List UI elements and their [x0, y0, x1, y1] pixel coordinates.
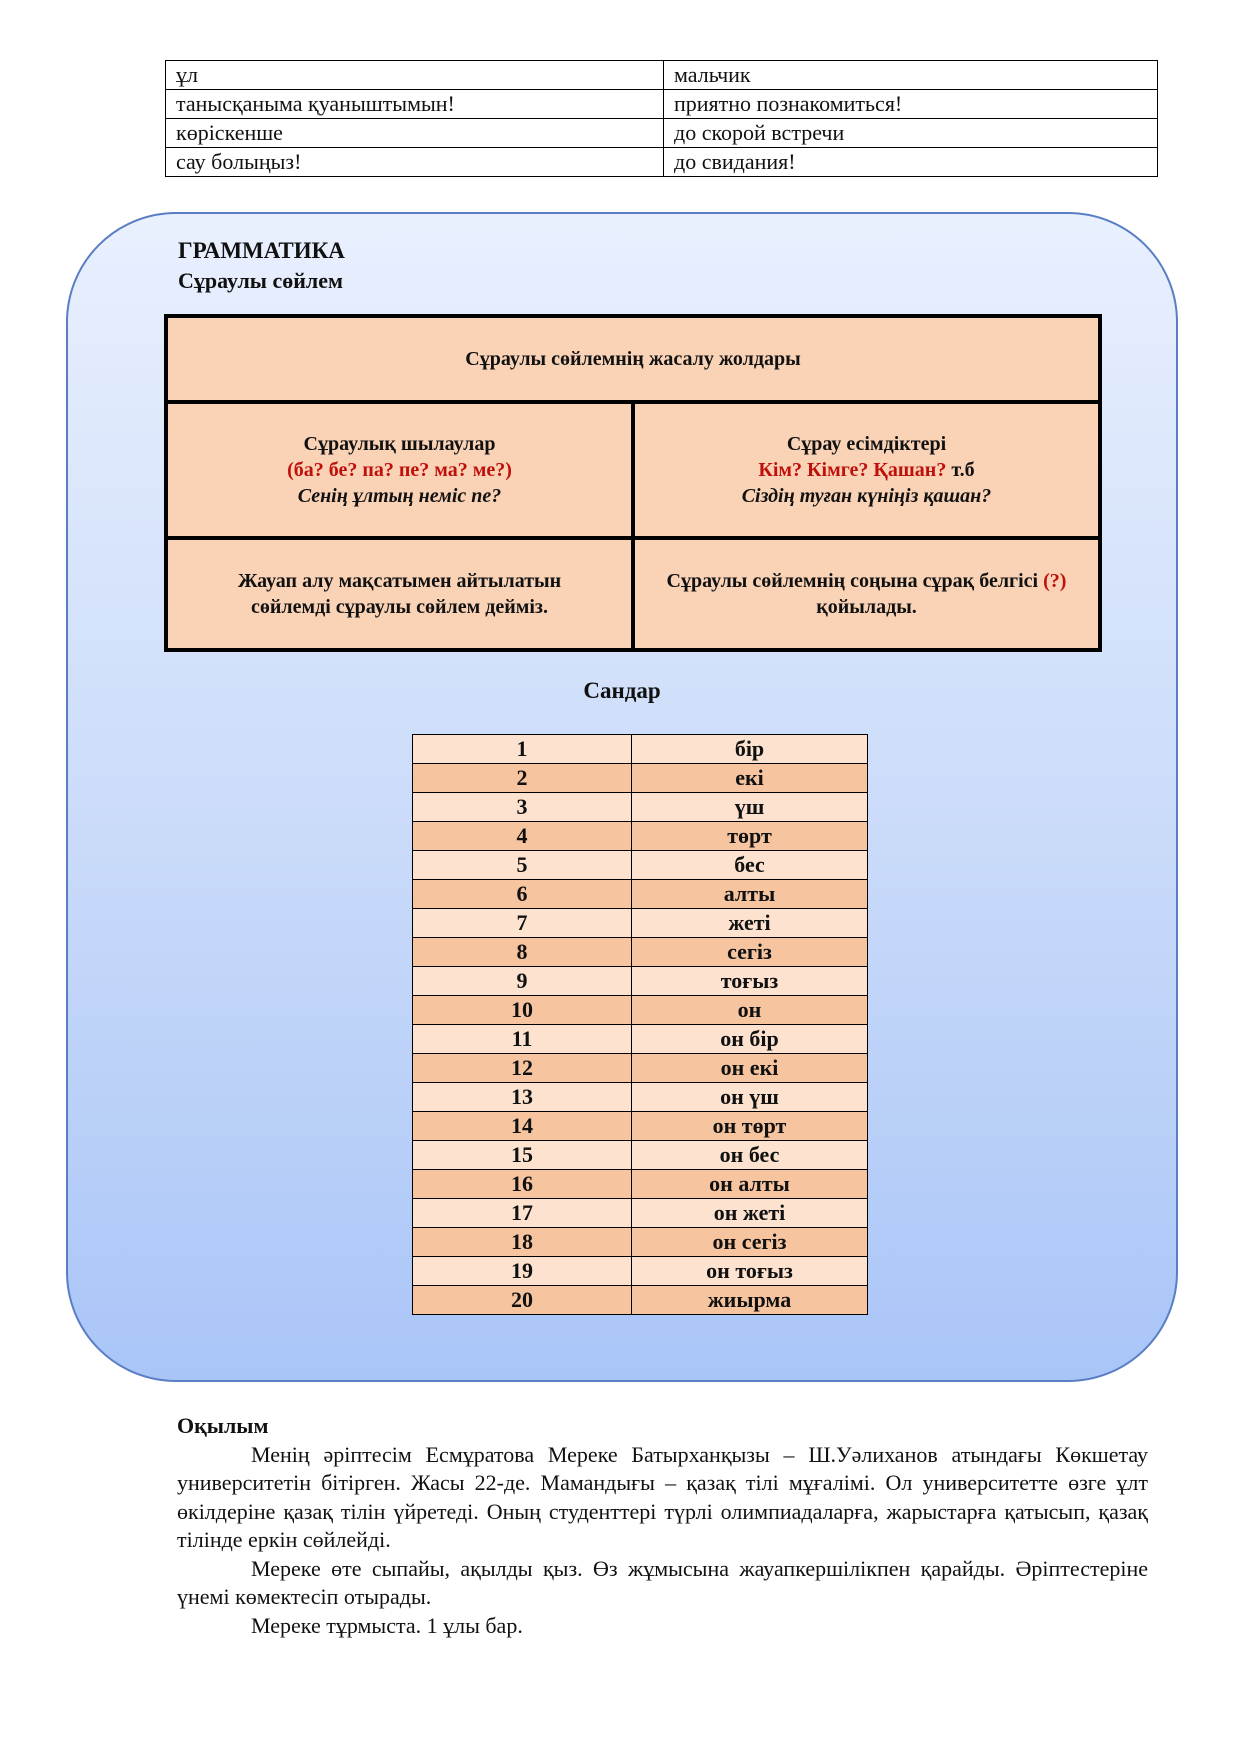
number-digit: 8: [413, 938, 632, 967]
number-word: он жеті: [632, 1199, 868, 1228]
number-digit: 9: [413, 967, 632, 996]
number-row: [413, 1054, 868, 1083]
vocabulary-row: [166, 119, 1158, 148]
numbers-title: Сандар: [583, 678, 661, 703]
number-word: жиырма: [632, 1286, 868, 1315]
grammar-subtitle: Сұраулы сөйлем: [178, 268, 344, 293]
number-row: [413, 909, 868, 938]
russian-translation: до свидания!: [664, 148, 1158, 177]
number-word: он алты: [632, 1170, 868, 1199]
number-row: [413, 967, 868, 996]
particles-label: Сұраулық шылаулар: [303, 433, 496, 455]
grammar-title: ГРАММАТИКА: [178, 238, 345, 263]
reading-paragraph: Менің әріптесім Есмұратова Мереке Батырханқызы – Ш.Уәлиханов атындағы Көкшетау университетін бітірген. Жасы 22-де. Мамандығы – қазақ тілі мұғалімі. Ол университетте өзге ұлт өкілдеріне қазақ тілін үйретеді. Оның студенттері түрлі олимпиадаларға, жарыстарға қатысып, қазақ тілінде еркін сөйлейді.: [177, 1441, 1148, 1552]
russian-translation: до скорой встречи: [664, 119, 1158, 148]
rule-pronouns-cell: [633, 402, 1100, 538]
russian-translation: приятно познакомиться!: [664, 90, 1158, 119]
number-row: [413, 880, 868, 909]
number-row: [413, 1141, 868, 1170]
grammar-panel: [66, 212, 1178, 1382]
number-digit: 17: [413, 1199, 632, 1228]
number-row: [413, 822, 868, 851]
vocabulary-row: [166, 148, 1158, 177]
number-row: [413, 1286, 868, 1315]
number-row: [413, 793, 868, 822]
pronouns-label: Сұрау есімдіктері: [786, 433, 947, 455]
number-word: он сегіз: [632, 1228, 868, 1257]
numbers-table: [412, 734, 868, 1315]
number-row: [413, 938, 868, 967]
number-digit: 5: [413, 851, 632, 880]
particles-examples: (ба? бе? па? пе? ма? ме?): [287, 459, 512, 481]
number-digit: 14: [413, 1112, 632, 1141]
punctuation-mark: (?): [1043, 570, 1067, 592]
number-row: [413, 1112, 868, 1141]
number-digit: 2: [413, 764, 632, 793]
punctuation-after: қойылады.: [816, 596, 917, 618]
number-row: [413, 1257, 868, 1286]
number-word: жеті: [632, 909, 868, 938]
number-digit: 19: [413, 1257, 632, 1286]
number-word: он екі: [632, 1054, 868, 1083]
punctuation-before: Сұраулы сөйлемнің соңына сұрақ белгісі: [666, 570, 1044, 592]
rule-definition: Жауап алу мақсатымен айтылатын сөйлемді сұраулы сөйлем дейміз.: [166, 538, 633, 650]
number-word: он тоғыз: [632, 1257, 868, 1286]
number-digit: 10: [413, 996, 632, 1025]
reading-paragraph: Мереке өте сыпайы, ақылды қыз. Өз жұмысына жауапкершілікпен қарайды. Әріптестеріне үнемі көмектесіп отырады.: [177, 1555, 1148, 1609]
pronouns-examples: Кім? Кімге? Қашан?: [758, 459, 947, 481]
number-word: он: [632, 996, 868, 1025]
number-digit: 20: [413, 1286, 632, 1315]
vocabulary-row: [166, 90, 1158, 119]
number-word: он үш: [632, 1083, 868, 1112]
number-digit: 18: [413, 1228, 632, 1257]
number-word: төрт: [632, 822, 868, 851]
pronouns-suffix: т.б: [946, 459, 975, 481]
number-word: он төрт: [632, 1112, 868, 1141]
number-digit: 7: [413, 909, 632, 938]
number-row: [413, 1025, 868, 1054]
reading-paragraph: Мереке тұрмыста. 1 ұлы бар.: [251, 1612, 523, 1638]
number-digit: 16: [413, 1170, 632, 1199]
kazakh-word: ұл: [166, 61, 664, 90]
number-word: алты: [632, 880, 868, 909]
rule-particles-cell: [166, 402, 633, 538]
number-word: он бір: [632, 1025, 868, 1054]
rule-punctuation-cell: [633, 538, 1100, 650]
number-digit: 1: [413, 735, 632, 764]
number-row: [413, 1228, 868, 1257]
vocabulary-table: [165, 60, 1158, 177]
number-digit: 4: [413, 822, 632, 851]
number-row: [413, 851, 868, 880]
number-digit: 12: [413, 1054, 632, 1083]
number-digit: 6: [413, 880, 632, 909]
number-digit: 11: [413, 1025, 632, 1054]
vocabulary-row: [166, 61, 1158, 90]
kazakh-word: танысқаныма қуаныштымын!: [166, 90, 664, 119]
number-word: екі: [632, 764, 868, 793]
russian-translation: мальчик: [664, 61, 1158, 90]
number-row: [413, 735, 868, 764]
reading-title: Оқылым: [177, 1413, 269, 1438]
number-word: бір: [632, 735, 868, 764]
pronouns-sentence: Сіздің туған күніңіз қашан?: [741, 485, 992, 507]
number-word: тоғыз: [632, 967, 868, 996]
number-word: сегіз: [632, 938, 868, 967]
kazakh-word: сау болыңыз!: [166, 148, 664, 177]
number-row: [413, 1170, 868, 1199]
particles-sentence: Сенің ұлтың неміс пе?: [297, 485, 502, 507]
number-word: он бес: [632, 1141, 868, 1170]
pronouns-examples-line: [647, 457, 1086, 483]
rules-header: Сұраулы сөйлемнің жасалу жолдары: [166, 316, 1100, 402]
number-digit: 15: [413, 1141, 632, 1170]
kazakh-word: көріскенше: [166, 119, 664, 148]
number-digit: 13: [413, 1083, 632, 1112]
reading-text: [177, 1441, 1148, 1641]
number-row: [413, 1083, 868, 1112]
number-row: [413, 996, 868, 1025]
number-word: бес: [632, 851, 868, 880]
number-row: [413, 1199, 868, 1228]
number-digit: 3: [413, 793, 632, 822]
number-word: үш: [632, 793, 868, 822]
question-rules-table: [164, 314, 1102, 652]
reading-section: [177, 1412, 1148, 1640]
number-row: [413, 764, 868, 793]
